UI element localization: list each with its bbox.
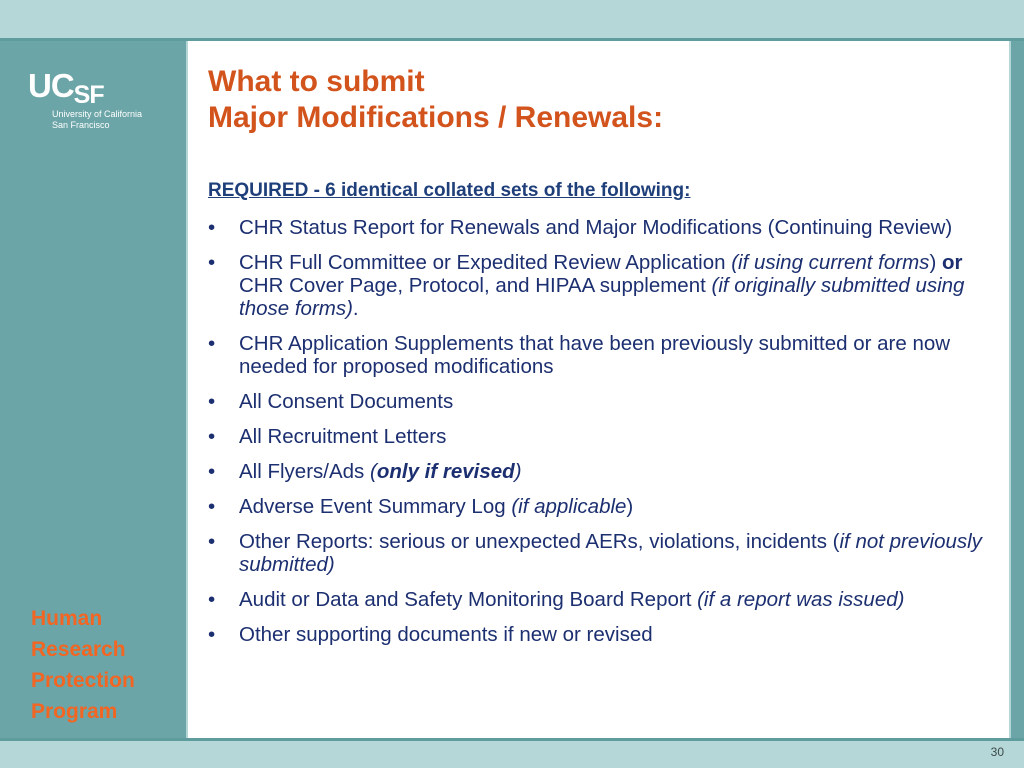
slide-title-line-2: Major Modifications / Renewals: <box>208 101 664 134</box>
logo-university-line: University of California <box>52 109 143 119</box>
list-item-text: . <box>352 297 359 320</box>
list-item-text: Audit or Data and Safety Monitoring Board Report <box>239 588 698 611</box>
bullet-icon: • <box>208 495 216 518</box>
list-item <box>208 332 998 378</box>
top-band <box>0 0 1024 38</box>
required-subheading: REQUIRED - 6 identical collated sets of the following: <box>208 180 691 201</box>
bullet-icon: • <box>208 623 216 646</box>
list-item-note: (if originally submitted using those forms) <box>239 274 965 320</box>
right-strip <box>1011 41 1024 738</box>
list-item <box>208 390 998 413</box>
logo-mark-sf: SF <box>73 81 104 109</box>
list-item-text: CHR Cover Page, Protocol, and HIPAA supplement <box>239 274 712 297</box>
requirements-list <box>208 216 998 658</box>
list-item <box>208 495 998 518</box>
list-item-text: All Consent Documents <box>239 390 454 413</box>
list-item-text: CHR Status Report for Renewals and Major Modifications (Continuing Review) <box>239 216 953 239</box>
bullet-icon: • <box>208 460 216 483</box>
list-item <box>208 623 998 646</box>
logo-mark <box>28 66 178 109</box>
list-item-emphasis: only if revised <box>376 460 515 483</box>
program-name <box>31 603 135 727</box>
list-item-text: ) <box>929 251 942 274</box>
program-line: Protection <box>31 669 135 692</box>
bullet-icon: • <box>208 588 216 611</box>
list-item-text: Other Reports: serious or unexpected AERs, violations, incidents ( <box>239 530 840 553</box>
bottom-band <box>0 741 1024 768</box>
logo-mark-uc: UC <box>28 67 74 104</box>
slide-title-line-1: What to submit <box>208 65 425 98</box>
list-item-note: ) <box>514 460 522 483</box>
logo-campus-line: San Francisco <box>52 120 110 130</box>
list-item <box>208 460 998 483</box>
bullet-icon: • <box>208 216 216 239</box>
slide-title <box>208 64 663 136</box>
list-item-note: (if applicable <box>511 495 627 518</box>
list-item-text: Other supporting documents if new or revised <box>239 623 653 646</box>
list-item-text: All Flyers/Ads <box>239 460 370 483</box>
list-item-text: CHR Application Supplements that have been previously submitted or are now needed for proposed modifications <box>239 332 951 378</box>
list-item-note: (if a report was issued) <box>697 588 905 611</box>
list-item-text: All Recruitment Letters <box>239 425 447 448</box>
list-item-text: ) <box>626 495 634 518</box>
list-item-text: CHR Full Committee or Expedited Review Application <box>239 251 732 274</box>
list-item-text: Adverse Event Summary Log <box>239 495 512 518</box>
program-line: Program <box>31 700 118 723</box>
program-line: Human <box>31 607 103 630</box>
bullet-icon: • <box>208 425 216 448</box>
bullet-icon: • <box>208 530 216 553</box>
list-item-note: ( <box>370 460 377 483</box>
list-item <box>208 251 998 320</box>
ucsf-logo <box>28 66 178 136</box>
list-item <box>208 425 998 448</box>
list-item <box>208 216 998 239</box>
bullet-icon: • <box>208 332 216 355</box>
list-item-note: if not previously submitted) <box>239 530 982 576</box>
bullet-icon: • <box>208 390 216 413</box>
list-item-note: (if using current forms <box>731 251 930 274</box>
bullet-icon: • <box>208 251 216 274</box>
list-item <box>208 588 998 611</box>
program-line: Research <box>31 638 126 661</box>
page-number: 30 <box>990 745 1004 759</box>
list-item <box>208 530 998 576</box>
list-item-emphasis: or <box>941 251 963 274</box>
